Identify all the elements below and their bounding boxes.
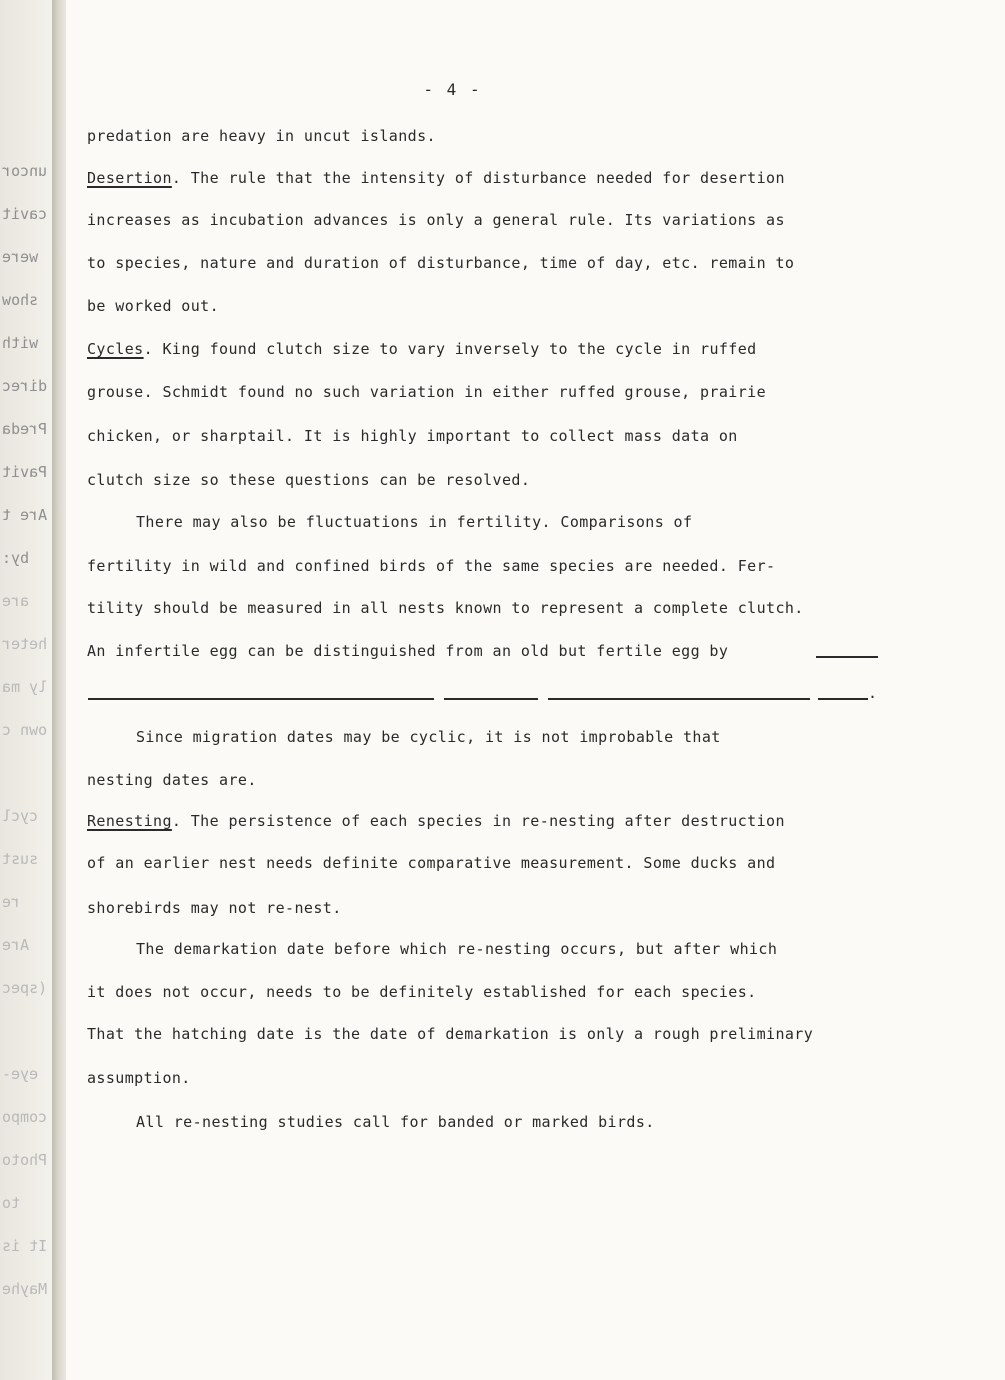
fill-in-blank: [444, 698, 538, 700]
page-number: [0, 80, 1005, 99]
text-line: predation are heavy in uncut islands.: [87, 127, 436, 145]
bleed-line: were: [2, 248, 39, 266]
text-line: fertility in wild and confined birds of the same species are needed. Fer-: [87, 557, 776, 575]
fill-in-blank: [816, 656, 878, 658]
text-line: it does not occur, needs to be definitely established for each species.: [87, 983, 757, 1001]
fill-in-blank: [818, 698, 868, 700]
text-line: tility should be measured in all nests known to represent a complete clutch.: [87, 599, 804, 617]
text-line: All re-nesting studies call for banded or marked birds.: [136, 1113, 655, 1131]
bleed-line: show: [2, 291, 39, 309]
bleed-line: by:: [2, 549, 30, 567]
text-line: increases as incubation advances is only a general rule. Its variations as: [87, 211, 785, 229]
text-line: [87, 339, 757, 359]
section-heading-desertion: Desertion: [87, 169, 172, 187]
bleed-line: cavit: [2, 205, 48, 223]
bleed-line: ly ma: [2, 678, 48, 696]
text-line: grouse. Schmidt found no such variation in either ruffed grouse, prairie: [87, 383, 767, 401]
bleed-line: with: [2, 334, 39, 352]
text-line-rest: . The rule that the intensity of disturbance needed for desertion: [171, 169, 785, 187]
text-line: chicken, or sharptail. It is highly important to collect mass data on: [87, 427, 738, 445]
text-line-rest: . King found clutch size to vary inversely to the cycle in ruffed: [143, 340, 757, 358]
bleed-line: Pavit: [2, 463, 48, 481]
bleed-line: sust: [2, 850, 39, 868]
text-line: nesting dates are.: [87, 771, 257, 789]
text-line: to species, nature and duration of disturbance, time of day, etc. remain to: [87, 254, 795, 272]
fill-in-blank: [88, 698, 434, 700]
text-line: be worked out.: [87, 297, 220, 315]
text-line: There may also be fluctuations in fertility. Comparisons of: [136, 513, 693, 531]
bleed-line: [2, 1010, 54, 1053]
bleed-line: Are: [2, 936, 30, 954]
section-heading-cycles: Cycles: [87, 340, 144, 358]
text-line: [87, 811, 785, 831]
bleed-line: heter: [2, 635, 48, 653]
bleed-line: own c: [2, 721, 48, 739]
text-line: clutch size so these questions can be resolved.: [87, 471, 531, 489]
bleed-line: Preda: [2, 420, 48, 438]
bleed-line: It is: [2, 1237, 48, 1255]
text-line: of an earlier nest needs definite comparative measurement. Some ducks and: [87, 854, 776, 872]
text-line: assumption.: [87, 1069, 191, 1087]
bleed-line: Mayhe: [2, 1280, 48, 1298]
bleed-line: to: [2, 1194, 21, 1212]
bleed-line: are: [2, 592, 30, 610]
text-line: shorebirds may not re-nest.: [87, 899, 342, 917]
bleed-line: eye-: [2, 1065, 39, 1083]
text-line: An infertile egg can be distinguished from an old but fertile egg by: [87, 642, 729, 660]
bleed-line: compo: [2, 1108, 48, 1126]
bleed-line: Photo: [2, 1151, 48, 1169]
blank-terminal-period: .: [868, 684, 878, 702]
bleed-line: re: [2, 893, 21, 911]
text-line: The demarkation date before which re-nesting occurs, but after which: [136, 940, 778, 958]
bleed-line: Are t: [2, 506, 48, 524]
bleed-line: uncor: [2, 162, 48, 180]
bleed-line: direc: [2, 377, 48, 395]
text-line: Since migration dates may be cyclic, it is not improbable that: [136, 728, 721, 746]
bleed-line: cycl: [2, 807, 39, 825]
page-number-label: - 4 -: [423, 80, 482, 99]
fill-in-blank: [548, 698, 810, 700]
text-line: That the hatching date is the date of demarkation is only a rough preliminary: [87, 1025, 814, 1043]
text-line: [87, 168, 785, 188]
bleed-line: [2, 752, 54, 795]
adjacent-page-bleed-through: [2, 150, 54, 1311]
text-line-rest: . The persistence of each species in re-nesting after destruction: [171, 812, 785, 830]
paper-sheet: [66, 0, 1005, 1380]
bleed-line: (spec: [2, 979, 48, 997]
section-heading-renesting: Renesting: [87, 812, 172, 830]
